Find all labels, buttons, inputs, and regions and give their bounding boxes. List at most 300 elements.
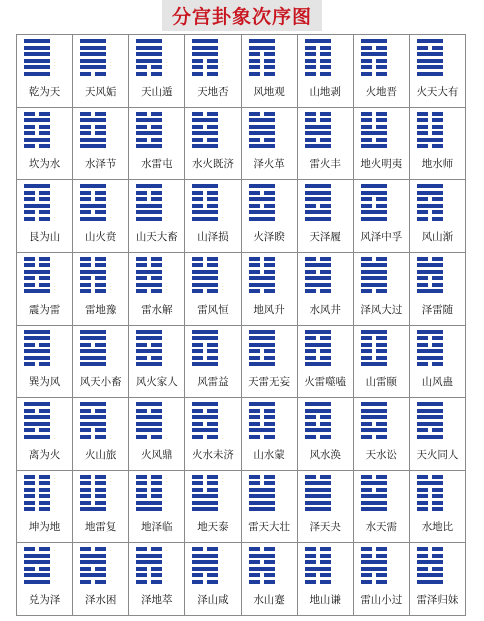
yin-line <box>80 263 106 267</box>
yang-line <box>417 422 443 426</box>
yang-line <box>80 560 106 564</box>
yin-line <box>249 415 275 419</box>
yin-line <box>249 547 275 551</box>
hexagram-symbol-icon <box>417 112 443 151</box>
yang-line <box>136 39 162 43</box>
yang-line <box>136 204 162 208</box>
hexagram-symbol-icon <box>80 39 106 78</box>
yang-line <box>80 118 106 122</box>
yin-line <box>305 204 331 208</box>
yang-line <box>24 336 50 340</box>
yang-line <box>80 217 106 221</box>
hexagram-cell <box>354 471 410 544</box>
yin-line <box>249 349 275 353</box>
yin-line <box>192 72 218 76</box>
hexagram-cell <box>185 35 241 108</box>
hexagram-symbol-icon <box>136 184 162 223</box>
yin-line <box>417 567 443 571</box>
yin-line <box>417 475 443 479</box>
yin-line <box>417 554 443 558</box>
hexagram-name: 风雷益 <box>197 376 229 389</box>
hexagram-name: 火风鼎 <box>141 448 173 461</box>
hexagram-cell <box>185 253 241 326</box>
yin-line <box>24 507 50 511</box>
yin-line <box>80 547 106 551</box>
hexagram-cell <box>129 398 185 471</box>
yang-line <box>24 573 50 577</box>
yin-line <box>305 59 331 63</box>
hexagram-name: 雷地豫 <box>84 303 117 316</box>
yin-line <box>361 547 387 551</box>
yin-line <box>361 125 387 129</box>
yang-line <box>249 402 275 406</box>
yang-line <box>24 72 50 76</box>
yang-line <box>361 39 387 43</box>
yang-line <box>80 422 106 426</box>
yang-line <box>417 191 443 195</box>
yin-line <box>80 210 106 214</box>
hexagram-cell <box>129 543 185 616</box>
yin-line <box>249 573 275 577</box>
yin-line <box>24 263 50 267</box>
hexagram-name: 巽为风 <box>28 376 61 389</box>
yin-line <box>417 131 443 135</box>
hexagram-symbol-icon <box>192 184 218 223</box>
yin-line <box>80 283 106 287</box>
yang-line <box>249 46 275 50</box>
yang-line <box>24 184 50 188</box>
yang-line <box>24 65 50 69</box>
hexagram-name: 乾为天 <box>28 85 61 98</box>
yang-line <box>192 217 218 221</box>
yin-line <box>24 144 50 148</box>
yang-line <box>24 560 50 564</box>
yin-line <box>192 580 218 584</box>
hexagram-name: 雷风恒 <box>197 303 229 316</box>
yin-line <box>305 356 331 360</box>
yang-line <box>80 330 106 334</box>
hexagram-name: 天雷无妄 <box>248 376 291 389</box>
yang-line <box>192 46 218 50</box>
hexagram-cell <box>354 326 410 399</box>
yang-line <box>361 560 387 564</box>
hexagram-symbol-icon <box>361 184 387 223</box>
yang-line <box>24 349 50 353</box>
yin-line <box>361 197 387 201</box>
yang-line <box>80 46 106 50</box>
yang-line <box>361 184 387 188</box>
yang-line <box>192 560 218 564</box>
hexagram-symbol-icon <box>417 547 443 586</box>
hexagram-name: 山泽损 <box>197 230 229 243</box>
yang-line <box>361 362 387 366</box>
hexagram-cell <box>298 398 354 471</box>
yang-line <box>417 356 443 360</box>
hexagram-name: 天泽履 <box>309 230 341 243</box>
yang-line <box>417 402 443 406</box>
yang-line <box>417 204 443 208</box>
hexagram-name: 地雷复 <box>84 521 117 534</box>
yin-line <box>249 59 275 63</box>
yin-line <box>24 283 50 287</box>
yin-line <box>361 204 387 208</box>
yin-line <box>361 356 387 360</box>
yang-line <box>136 46 162 50</box>
yang-line <box>305 144 331 148</box>
yin-line <box>249 204 275 208</box>
hexagram-cell <box>410 543 466 616</box>
yin-line <box>24 409 50 413</box>
yang-line <box>305 191 331 195</box>
yang-line <box>361 270 387 274</box>
hexagram-cell <box>185 108 241 181</box>
yin-line <box>305 554 331 558</box>
yin-line <box>361 422 387 426</box>
yang-line <box>361 501 387 505</box>
hexagram-symbol-icon <box>249 330 275 369</box>
yin-line <box>361 488 387 492</box>
hexagram-symbol-icon <box>305 330 331 369</box>
hexagram-symbol-icon <box>80 402 106 441</box>
hexagram-symbol-icon <box>136 547 162 586</box>
yin-line <box>305 435 331 439</box>
yin-line <box>192 125 218 129</box>
yang-line <box>80 52 106 56</box>
yang-line <box>249 144 275 148</box>
hexagram-cell <box>410 253 466 326</box>
yang-line <box>305 184 331 188</box>
hexagram-name: 风火家人 <box>135 376 178 389</box>
yang-line <box>136 501 162 505</box>
yin-line <box>80 343 106 347</box>
yang-line <box>305 131 331 135</box>
hexagram-name: 天水讼 <box>365 448 398 461</box>
yin-line <box>192 547 218 551</box>
yin-line <box>305 72 331 76</box>
yang-line <box>417 435 443 439</box>
hexagram-name: 山水蒙 <box>253 448 285 461</box>
yang-line <box>305 409 331 413</box>
hexagram-symbol-icon <box>249 547 275 586</box>
hexagram-cell <box>242 471 298 544</box>
yin-line <box>136 257 162 261</box>
yin-line <box>136 494 162 498</box>
yin-line <box>192 349 218 353</box>
hexagram-name: 火水未济 <box>191 448 234 461</box>
yin-line <box>136 138 162 142</box>
yang-line <box>249 276 275 280</box>
yang-line <box>192 210 218 214</box>
yin-line <box>192 435 218 439</box>
hexagram-name: 火地晋 <box>365 85 398 98</box>
hexagram-symbol-icon <box>136 402 162 441</box>
yang-line <box>417 52 443 56</box>
yang-line <box>24 289 50 293</box>
yin-line <box>417 276 443 280</box>
yin-line <box>136 289 162 293</box>
yin-line <box>136 580 162 584</box>
yang-line <box>136 184 162 188</box>
yin-line <box>249 356 275 360</box>
hexagram-symbol-icon <box>361 547 387 586</box>
yang-line <box>24 402 50 406</box>
yin-line <box>192 191 218 195</box>
hexagram-symbol-icon <box>24 112 50 151</box>
hexagram-symbol-icon <box>136 475 162 514</box>
hexagram-symbol-icon <box>249 184 275 223</box>
yin-line <box>417 144 443 148</box>
hexagram-cell <box>354 253 410 326</box>
yang-line <box>80 349 106 353</box>
yin-line <box>249 191 275 195</box>
hexagram-cell <box>73 180 129 253</box>
yin-line <box>192 573 218 577</box>
hexagram-symbol-icon <box>305 547 331 586</box>
yin-line <box>80 409 106 413</box>
yin-line <box>361 435 387 439</box>
yin-line <box>417 112 443 116</box>
hexagram-name: 坤为地 <box>28 521 61 534</box>
yang-line <box>24 435 50 439</box>
yin-line <box>305 336 331 340</box>
yang-line <box>361 263 387 267</box>
hexagram-cell <box>129 180 185 253</box>
yang-line <box>136 362 162 366</box>
yang-line <box>305 125 331 129</box>
yang-line <box>24 46 50 50</box>
hexagram-name: 雷天大壮 <box>248 521 291 534</box>
hexagram-symbol-icon <box>24 402 50 441</box>
yin-line <box>361 46 387 50</box>
hexagram-symbol-icon <box>417 39 443 78</box>
yin-line <box>249 257 275 261</box>
yang-line <box>80 573 106 577</box>
hexagram-name: 山火贲 <box>84 230 117 243</box>
yang-line <box>305 507 331 511</box>
hexagram-symbol-icon <box>361 475 387 514</box>
yin-line <box>417 507 443 511</box>
hexagram-cell <box>73 35 129 108</box>
hexagram-symbol-icon <box>249 39 275 78</box>
yang-line <box>192 362 218 366</box>
yang-line <box>192 402 218 406</box>
yin-line <box>249 289 275 293</box>
yang-line <box>249 494 275 498</box>
yin-line <box>136 481 162 485</box>
yin-line <box>417 488 443 492</box>
yin-line <box>136 112 162 116</box>
yang-line <box>24 59 50 63</box>
hexagram-name: 泽雷随 <box>421 303 454 316</box>
hexagram-cell <box>185 543 241 616</box>
yang-line <box>305 197 331 201</box>
yang-line <box>417 138 443 142</box>
yin-line <box>136 191 162 195</box>
hexagram-name: 雷水解 <box>141 303 173 316</box>
hexagram-symbol-icon <box>80 257 106 296</box>
yang-line <box>24 118 50 122</box>
yang-line <box>136 507 162 511</box>
yang-line <box>24 204 50 208</box>
yin-line <box>24 257 50 261</box>
yang-line <box>136 131 162 135</box>
hexagram-name: 风泽中孚 <box>360 230 403 243</box>
yang-line <box>249 197 275 201</box>
yin-line <box>136 125 162 129</box>
yin-line <box>80 567 106 571</box>
yang-line <box>249 217 275 221</box>
hexagram-name: 火山旅 <box>84 448 117 461</box>
yang-line <box>361 283 387 287</box>
hexagram-symbol-icon <box>417 184 443 223</box>
yang-line <box>136 560 162 564</box>
yang-line <box>136 283 162 287</box>
hexagram-cell <box>129 108 185 181</box>
yang-line <box>417 573 443 577</box>
yin-line <box>249 72 275 76</box>
yang-line <box>80 270 106 274</box>
yang-line <box>417 263 443 267</box>
hexagram-cell <box>298 471 354 544</box>
yang-line <box>417 39 443 43</box>
title-bar <box>0 0 484 30</box>
hexagram-symbol-icon <box>305 257 331 296</box>
yin-line <box>305 475 331 479</box>
yin-line <box>136 65 162 69</box>
hexagram-cell <box>354 543 410 616</box>
yin-line <box>249 580 275 584</box>
hexagram-cell <box>410 35 466 108</box>
hexagram-name: 泽火革 <box>253 158 285 171</box>
hexagram-name: 风山渐 <box>421 230 454 243</box>
hexagram-name: 水雷屯 <box>141 158 173 171</box>
hexagram-symbol-icon <box>305 475 331 514</box>
yin-line <box>361 257 387 261</box>
hexagram-cell <box>242 253 298 326</box>
yin-line <box>80 289 106 293</box>
hexagram-cell <box>17 326 73 399</box>
hexagram-cell <box>17 180 73 253</box>
hexagram-cell <box>73 398 129 471</box>
yang-line <box>192 118 218 122</box>
hexagram-name: 地泽临 <box>141 521 173 534</box>
yin-line <box>361 289 387 293</box>
yang-line <box>249 501 275 505</box>
yin-line <box>80 131 106 135</box>
hexagram-symbol-icon <box>80 475 106 514</box>
yin-line <box>417 501 443 505</box>
yang-line <box>305 263 331 267</box>
yang-line <box>136 210 162 214</box>
hexagram-cell <box>129 471 185 544</box>
yang-line <box>24 356 50 360</box>
hexagram-cell <box>129 253 185 326</box>
hexagram-name: 水火既济 <box>191 158 234 171</box>
yin-line <box>24 362 50 366</box>
yin-line <box>417 343 443 347</box>
hexagram-name: 天风姤 <box>84 85 117 98</box>
yang-line <box>192 283 218 287</box>
yin-line <box>417 197 443 201</box>
yang-line <box>417 481 443 485</box>
yin-line <box>24 481 50 485</box>
yang-line <box>24 554 50 558</box>
yin-line <box>80 125 106 129</box>
hexagram-symbol-icon <box>249 402 275 441</box>
yin-line <box>24 131 50 135</box>
yang-line <box>249 184 275 188</box>
yang-line <box>361 494 387 498</box>
hexagram-symbol-icon <box>361 39 387 78</box>
hexagram-symbol-icon <box>249 475 275 514</box>
yin-line <box>24 112 50 116</box>
hexagram-name: 水山蹇 <box>253 594 285 606</box>
yang-line <box>192 184 218 188</box>
page-title: 分宫卦象次序图 <box>162 0 322 31</box>
yang-line <box>361 428 387 432</box>
hexagram-symbol-icon <box>136 39 162 78</box>
hexagram-symbol-icon <box>305 402 331 441</box>
yang-line <box>24 52 50 56</box>
yang-line <box>417 72 443 76</box>
hexagram-symbol-icon <box>192 475 218 514</box>
hexagram-symbol-icon <box>80 547 106 586</box>
hexagram-name: 坎为水 <box>28 158 61 171</box>
hexagram-cell <box>17 543 73 616</box>
yin-line <box>24 191 50 195</box>
hexagram-cell <box>410 471 466 544</box>
hexagram-symbol-icon <box>192 402 218 441</box>
hexagram-symbol-icon <box>24 475 50 514</box>
yang-line <box>192 567 218 571</box>
yin-line <box>192 197 218 201</box>
yang-line <box>361 210 387 214</box>
yang-line <box>305 428 331 432</box>
yin-line <box>24 501 50 505</box>
yang-line <box>361 52 387 56</box>
yang-line <box>249 554 275 558</box>
yang-line <box>136 144 162 148</box>
yang-line <box>361 191 387 195</box>
hexagram-name: 雷泽归妹 <box>416 594 459 606</box>
hexagram-cell <box>129 35 185 108</box>
yin-line <box>417 125 443 129</box>
hexagram-name: 水泽节 <box>84 158 117 171</box>
yang-line <box>305 567 331 571</box>
yang-line <box>80 362 106 366</box>
yang-line <box>249 567 275 571</box>
yang-line <box>417 409 443 413</box>
hexagram-name: 泽水困 <box>84 594 117 606</box>
yang-line <box>361 217 387 221</box>
hexagram-symbol-icon <box>192 112 218 151</box>
yang-line <box>361 276 387 280</box>
hexagram-symbol-icon <box>80 112 106 151</box>
yang-line <box>136 52 162 56</box>
yin-line <box>80 428 106 432</box>
yang-line <box>80 138 106 142</box>
yin-line <box>361 336 387 340</box>
yin-line <box>80 488 106 492</box>
hexagram-cell <box>298 326 354 399</box>
yin-line <box>249 138 275 142</box>
yin-line <box>417 362 443 366</box>
yang-line <box>80 59 106 63</box>
yin-line <box>136 276 162 280</box>
yin-line <box>136 343 162 347</box>
yin-line <box>305 138 331 142</box>
yang-line <box>249 428 275 432</box>
